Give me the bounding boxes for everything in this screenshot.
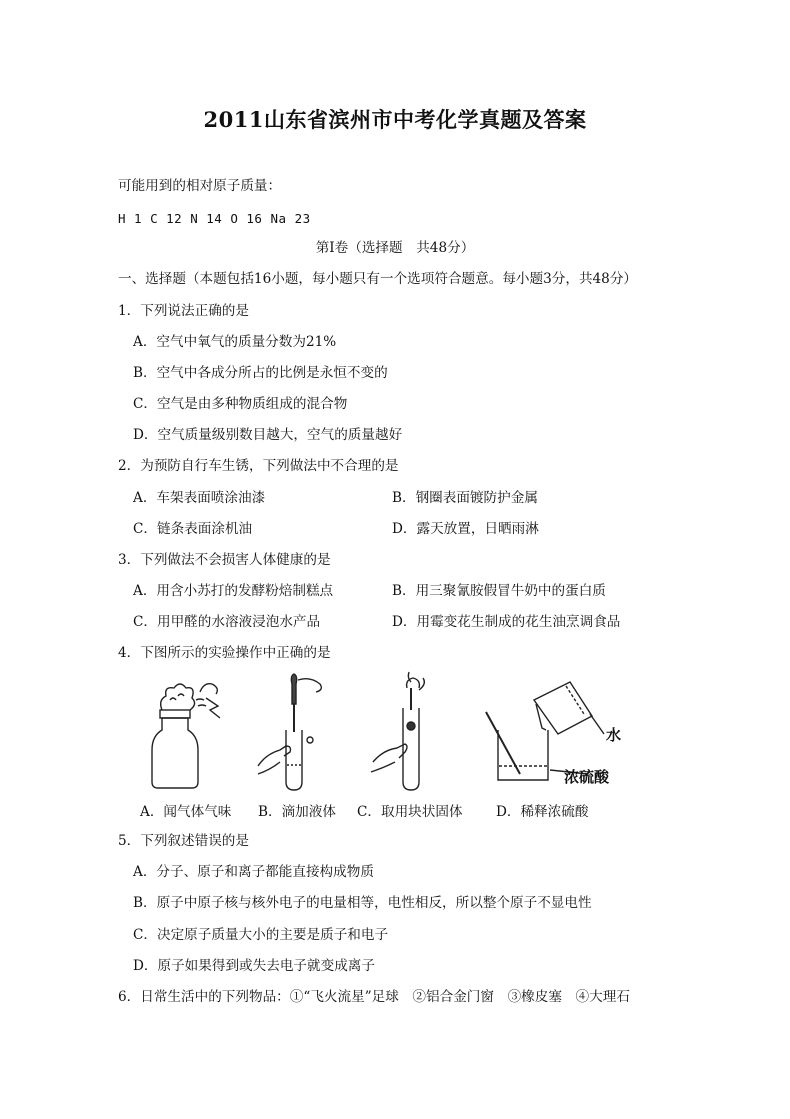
question-2-option-a: A．车架表面喷涂油漆 xyxy=(133,490,266,506)
question-4-option-d: D．稀释浓硫酸 xyxy=(496,804,589,820)
atomic-mass-values: H 1 C 12 N 14 O 16 Na 23 xyxy=(118,211,311,226)
question-3-option-c: C．用甲醛的水溶液浸泡水产品 xyxy=(133,614,321,630)
question-3-option-a: A．用含小苏打的发酵粉焙制糕点 xyxy=(133,583,334,599)
question-1-stem: 1．下列说法正确的是 xyxy=(118,303,249,319)
question-2-option-b: B．钢圈表面镀防护金属 xyxy=(392,490,538,506)
question-3-option-b: B．用三聚氰胺假冒牛奶中的蛋白质 xyxy=(392,583,606,599)
question-5-option-d: D．原子如果得到或失去电子就变成离子 xyxy=(133,958,375,974)
page-title: 2011山东省滨州市中考化学真题及答案 xyxy=(203,107,587,132)
question-4-option-a: A．闻气体气味 xyxy=(140,804,232,820)
part-intro: 一、选择题（本题包括16小题，每小题只有一个选项符合题意。每小题3分，共48分） xyxy=(118,271,638,287)
question-2-option-c: C．链条表面涂机油 xyxy=(133,521,253,537)
question-4-option-c: C．取用块状固体 xyxy=(357,804,463,820)
atomic-mass-heading: 可能用到的相对原子质量： xyxy=(118,178,282,194)
question-2-stem: 2．为预防自行车生锈，下列做法中不合理的是 xyxy=(118,458,399,474)
question-2-option-d: D．露天放置，日晒雨淋 xyxy=(392,521,539,537)
question-6-stem: 6．日常生活中的下列物品：①“飞火流星”足球 ②铝合金门窗 ③橡皮塞 ④大理石 xyxy=(118,989,630,1005)
question-5-option-c: C．决定原子质量大小的主要是质子和电子 xyxy=(133,927,389,943)
dropper-figure xyxy=(250,670,340,792)
acid-label: 浓硫酸 xyxy=(564,768,610,786)
question-3-stem: 3．下列做法不会损害人体健康的是 xyxy=(118,552,331,568)
question-4-stem: 4．下图所示的实验操作中正确的是 xyxy=(118,645,331,661)
question-5-option-a: A．分子、原子和离子都能直接构成物质 xyxy=(133,864,374,880)
block-solid-figure xyxy=(365,670,455,792)
water-label: 水 xyxy=(606,726,622,744)
question-1-option-a: A．空气中氧气的质量分数为21% xyxy=(133,334,337,350)
question-5-option-b: B．原子中原子核与核外电子的电量相等，电性相反，所以整个原子不显电性 xyxy=(133,895,592,911)
question-3-option-d: D．用霉变花生制成的花生油烹调食品 xyxy=(392,614,621,630)
question-5-stem: 5．下列叙述错误的是 xyxy=(118,833,249,849)
lab-operation-figures xyxy=(140,670,640,792)
smelling-gas-figure xyxy=(140,670,230,792)
question-1-option-d: D．空气质量级别数目越大，空气的质量越好 xyxy=(133,427,403,443)
question-4-option-b: B．滴加液体 xyxy=(258,804,336,820)
section-title: 第Ⅰ卷（选择题 共48分） xyxy=(315,240,475,256)
dilute-acid-figure xyxy=(480,670,630,792)
question-1-option-b: B．空气中各成分所占的比例是永恒不变的 xyxy=(133,365,388,381)
question-1-option-c: C．空气是由多种物质组成的混合物 xyxy=(133,396,348,412)
